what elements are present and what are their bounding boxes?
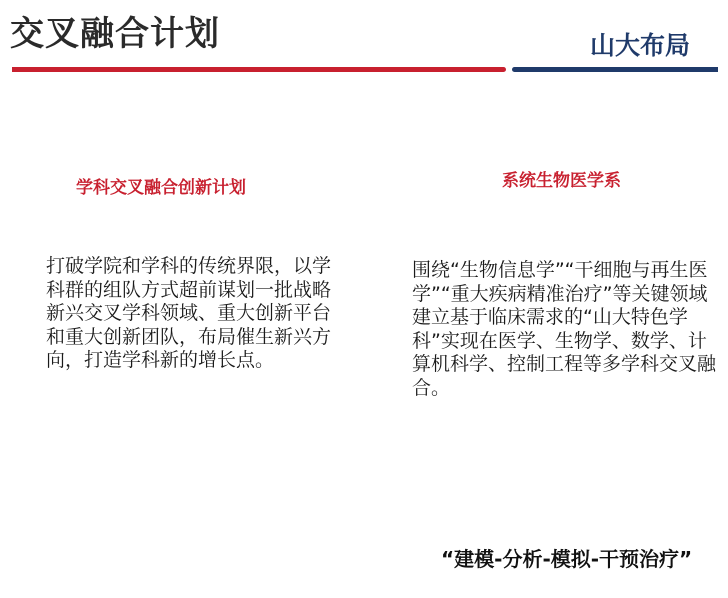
header-rule-blue	[512, 67, 718, 72]
brand-label: 山大布局	[590, 31, 691, 60]
header-rule-red	[12, 67, 506, 72]
left-column-heading: 学科交叉融合创新计划	[76, 178, 246, 198]
page-title: 交叉融合计划	[10, 14, 220, 54]
left-column-body: 打破学院和学科的传统界限，以学科群的组队方式超前谋划一批战略新兴交叉学科领域、重大创新平台和重大创新团队，布局催生新兴方向，打造学科新的增长点。	[46, 255, 332, 371]
right-column-heading: 系统生物医学系	[502, 171, 621, 191]
footer-quote: “建模-分析-模拟-干预治疗”	[441, 547, 693, 571]
right-column-body: 围绕“生物信息学”“干细胞与再生医学”“重大疾病精准治疗”等关键领域建立基于临床需求的“山大特色学科”实现在医学、生物学、数学、计算机科学、控制工程等多学科交叉融合。	[412, 259, 717, 399]
